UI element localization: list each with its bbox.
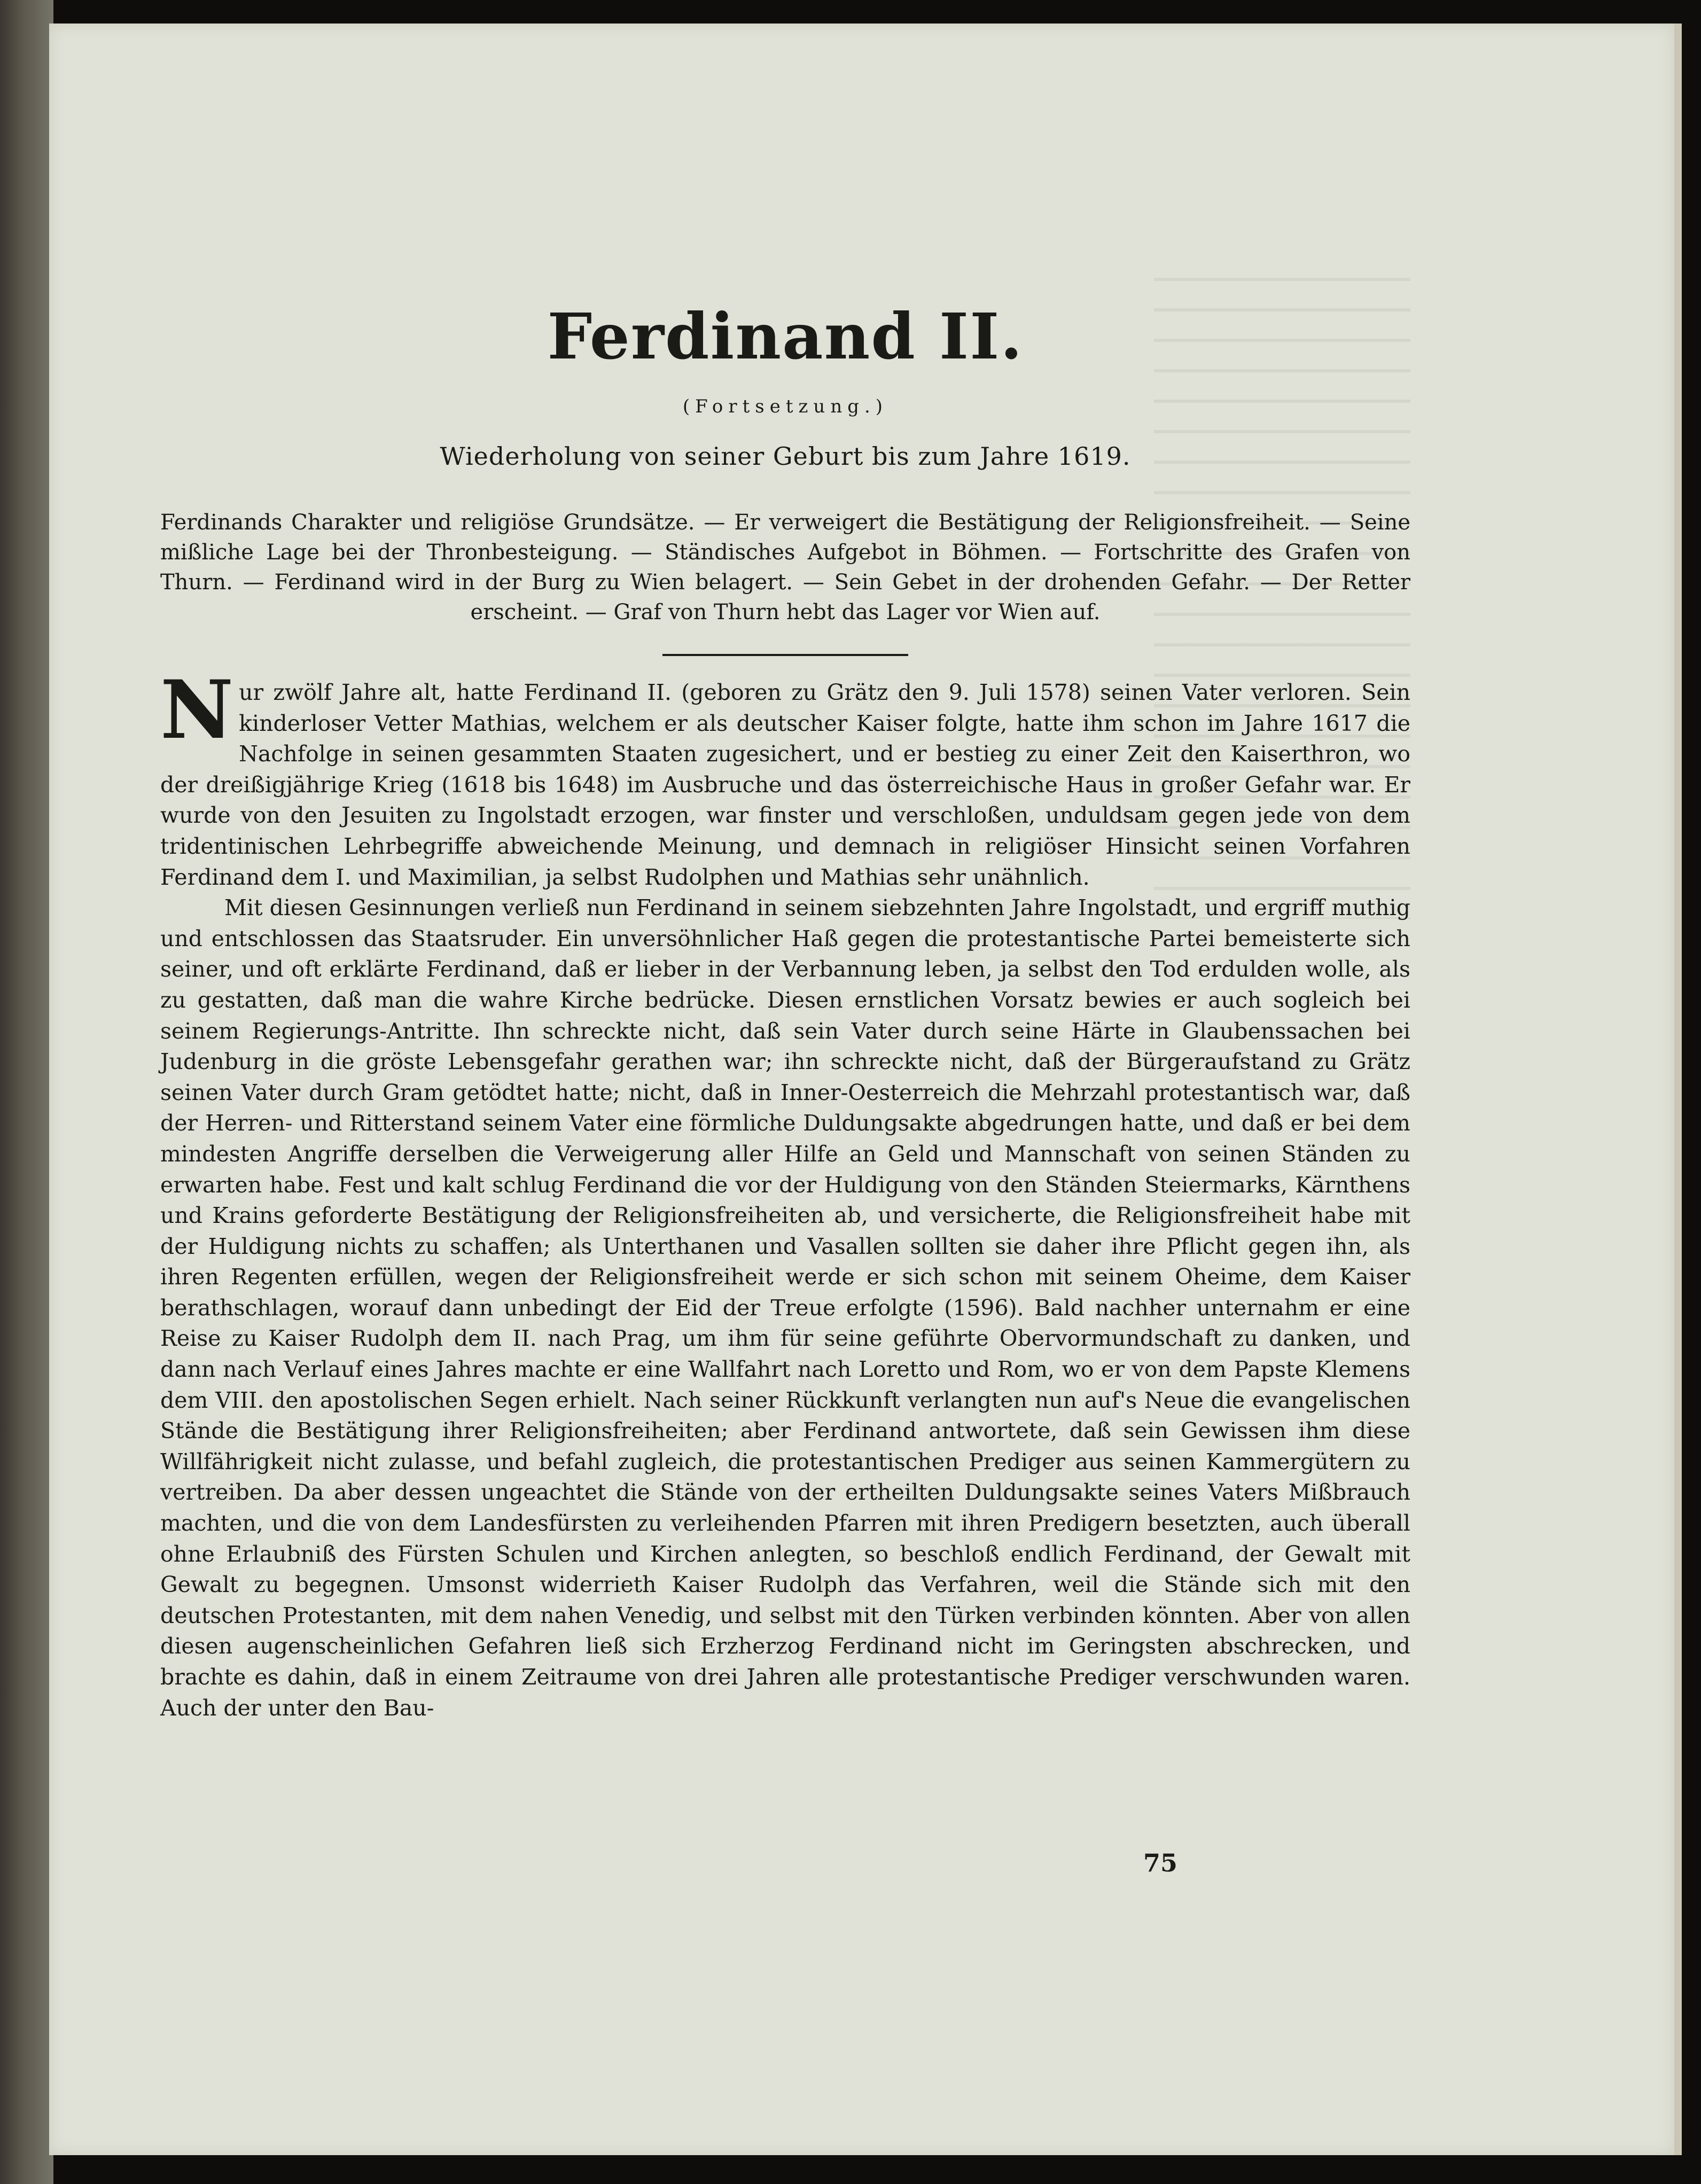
drop-cap: N [160, 663, 234, 757]
chapter-summary: Ferdinands Charakter und religiöse Grundsätze. — Er verweigert die Bestätigung der Religionsfreiheit. — Seine mißliche Lage bei der Thronbesteigung. — Ständisches Aufgebot in Böhmen. — Fortschritte des Grafen von Thurn. — Ferdinand wird in der Burg zu Wien belagert. — Sein Gebet in der drohenden Gefahr. — Der Retter erscheint. — Graf von Thurn hebt das Lager vor Wien auf. [160, 510, 1410, 625]
paragraph-2 [160, 893, 1410, 1723]
divider-rule [662, 654, 908, 656]
paragraph-2-text: Mit diesen Gesinnungen verließ nun Ferdinand in seinem siebzehnten Jahre Ingolstadt, und ergriff muthig und entschlossen das Staatsruder. Ein unversöhnlicher Haß gegen die protestantische Partei bemeisterte sich seiner, und oft erklärte Ferdinand, daß er lieber in der Verbannung leben, ja selbst den Tod erdulden wolle, als zu gestatten, daß man die wahre Kirche bedrücke. Diesen ernstlichen Vorsatz bewies er auch sogleich bei seinem Regierungs-Antritte. Ihn schreckte nicht, daß sein Vater durch seine Härte in Glaubenssachen bei Judenburg in die gröste Lebensgefahr gerathen war; ihn schreckte nicht, daß der Bürgeraufstand zu Grätz seinen Vater durch Gram getödtet hatte; nicht, daß in Inner-Oesterreich die Mehrzahl protestantisch war, daß der Herren- und Ritterstand seinem Vater eine förmliche Duldungsakte abgedrungen hatte, und daß er bei dem mindesten Angriffe derselben die Verweigerung aller Hilfe an Geld und Mannschaft von seinen Ständen zu erwarten habe. Fest und kalt schlug Ferdinand die vor der Huldigung von den Ständen Steiermarks, Kärnthens und Krains geforderte Bestätigung der Religionsfreiheiten ab, und versicherte, die Religionsfreiheit habe mit der Huldigung nichts zu schaffen; als Unterthanen und Vasallen sollten sie daher ihre Pflicht gegen ihn, als ihren Regenten erfüllen, wegen der Religionsfreiheit werde er sich schon mit seinem Oheime, dem Kaiser berathschlagen, worauf dann unbedingt der Eid der Treue erfolgte (1596). Bald nachher unternahm er eine Reise zu Kaiser Rudolph dem II. nach Prag, um ihm für seine geführte Obervormundschaft zu danken, und dann nach Verlauf eines Jahres machte er eine Wallfahrt nach Loretto und Rom, wo er von dem Papste Klemens dem VIII. den apostolischen Segen erhielt. Nach seiner Rückkunft verlangten nun auf's Neue die evangelischen Stände die Bestätigung ihrer Religionsfreiheiten; aber Ferdinand antwortete, daß sein Gewissen ihm diese Willfährigkeit nicht zulasse, und befahl zugleich, die protestantischen Prediger aus seinen Kammergütern zu vertreiben. Da aber dessen ungeachtet die Stände von der ertheilten Duldungsakte seines Vaters Mißbrauch machten, und die von dem Landesfürsten zu verleihenden Pfarren mit ihren Predigern besetzten, auch überall ohne Erlaubniß des Fürsten Schulen und Kirchen anlegten, so beschloß endlich Ferdinand, der Gewalt mit Gewalt zu begegnen. Umsonst widerrieth Kaiser Rudolph das Verfahren, weil die Stände sich mit den deutschen Protestanten, mit dem nahen Venedig, und selbst mit den Türken verbinden könnten. Aber von allen diesen augenscheinlichen Gefahren ließ sich Erzherzog Ferdinand nicht im Geringsten abschrecken, und brachte es dahin, daß in einem Zeitraume von drei Jahren alle protestantische Prediger verschwunden waren. Auch der unter den Bau- [160, 895, 1410, 1721]
page-fore-edge [1674, 24, 1682, 2155]
page-title: Ferdinand II. [547, 299, 1024, 373]
paragraph-1 [160, 663, 1410, 893]
page-number: 75 [1143, 1848, 1178, 1877]
page-content [160, 299, 1410, 1723]
subtitle: (Fortsetzung.) [682, 396, 888, 417]
paragraph-1-text: ur zwölf Jahre alt, hatte Ferdinand II. (geboren zu Grätz den 9. Juli 1578) seinen Vater verloren. Sein kinderloser Vetter Mathias, welchem er als deutscher Kaiser folgte, hatte ihm schon im Jahre 1617 die Nachfolge in seinen gesammten Staaten zugesichert, und er bestieg zu einer Zeit den Kaiserthron, wo der dreißigjährige Krieg (1618 bis 1648) im Ausbruche und das österreichische Haus in großer Gefahr war. Er wurde von den Jesuiten zu Ingolstadt erzogen, war finster und verschloßen, unduldsam gegen jede von dem tridentinischen Lehrbegriffe abweichende Meinung, und demnach in religiöser Hinsicht seinen Vorfahren Ferdinand dem I. und Maximilian, ja selbst Rudolphen und Mathias sehr unähnlich. [160, 680, 1410, 890]
book-gutter-edge [0, 0, 53, 2184]
section-heading: Wiederholung von seiner Geburt bis zum Jahre 1619. [440, 442, 1131, 471]
